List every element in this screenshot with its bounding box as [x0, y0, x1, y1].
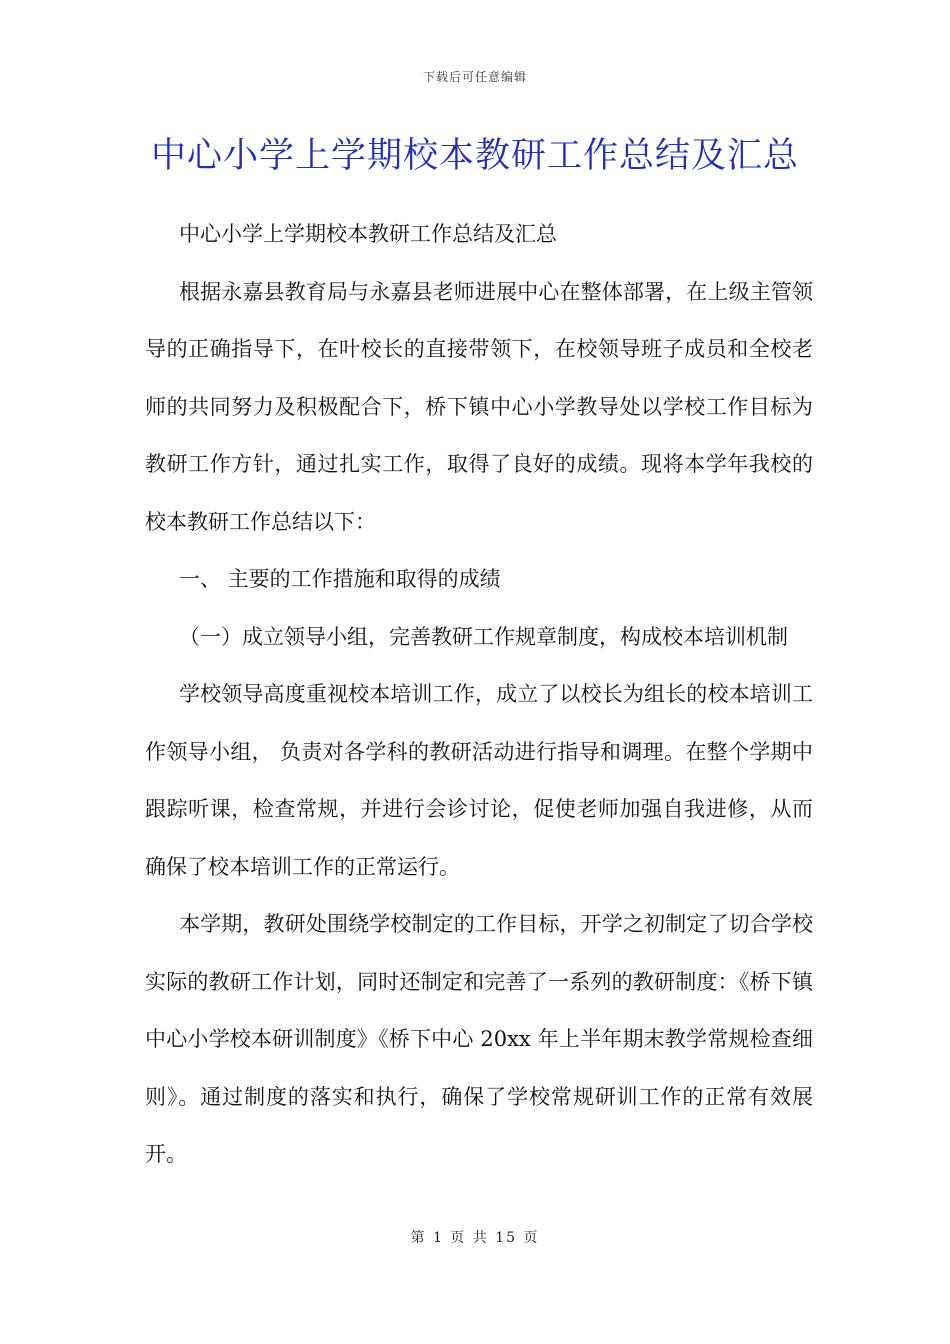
document-body	[145, 206, 813, 1184]
header-note: 下载后可任意编辑	[422, 70, 527, 84]
document-title: 中心小学上学期校本教研工作总结及汇总	[150, 136, 799, 176]
paragraph-leadership: 学校领导高度重视校本培训工作，成立了以校长为组长的校本培训工作领导小组， 负责对各学科的教研活动进行指导和调理。在整个学期中跟踪听课，检查常规，并进行会诊讨论，促使老师加强自我进修，从而确保了校本培训工作的正常运行。	[145, 682, 813, 879]
subsection-heading: （一）成立领导小组，完善教研工作规章制度，构成校本培训机制	[179, 624, 788, 649]
paragraph-subtitle: 中心小学上学期校本教研工作总结及汇总	[179, 222, 557, 246]
section-heading: 一、 主要的工作措施和取得的成绩	[179, 567, 501, 591]
page-footer: 第 1 页 共 15 页	[410, 1230, 540, 1246]
paragraph-plan: 本学期，教研处围绕学校制定的工作目标，开学之初制定了切合学校实际的教研工作计划，同时还制定和完善了一系列的教研制度：《桥下镇中心小学校本研训制度》《桥下中心 20xx 年上半年期末教学常规检查细则》。通过制度的落实和执行，确保了学校常规研训工作的正常有效展开。	[145, 912, 813, 1166]
paragraph-intro: 根据永嘉县教育局与永嘉县老师进展中心在整体部署，在上级主管领导的正确指导下，在叶校长的直接带领下，在校领导班子成员和全校老师的共同努力及积极配合下，桥下镇中心小学教导处以学校工作目标为教研工作方针，通过扎实工作，取得了良好的成绩。现将本学年我校的校本教研工作总结以下：	[145, 279, 813, 534]
